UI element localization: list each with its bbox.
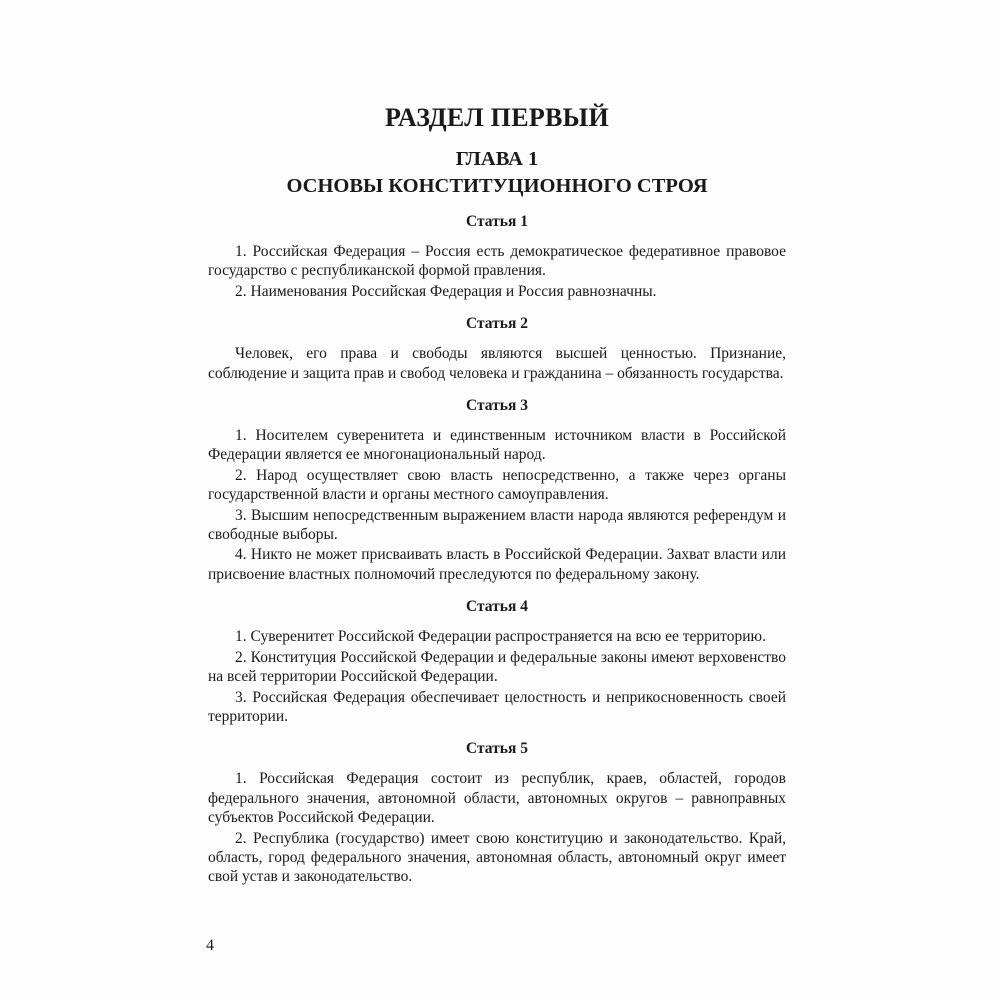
article-paragraph: 1. Российская Федерация – Россия есть демократическое федеративное правовое государство с республиканской формой правления. (208, 243, 786, 280)
page-text-block (208, 102, 786, 888)
article-paragraph: 4. Никто не может присваивать власть в Российской Федерации. Захват власти или присвоение властных полномочий преследуются по федеральному закону. (208, 546, 786, 583)
article-paragraph: 3. Высшим непосредственным выражением власти народа являются референдум и свободные выборы. (208, 506, 786, 544)
section-title: РАЗДЕЛ ПЕРВЫЙ (384, 103, 610, 132)
article-paragraph: 3. Российская Федерация обеспечивает целостность и неприкосновенность своей территории. (208, 688, 786, 725)
page-number: 4 (206, 937, 214, 954)
article-2 (208, 314, 786, 383)
article-title: Статья 5 (466, 740, 528, 758)
article-paragraph: 2. Наименования Российская Федерация и Россия равнозначны. (235, 282, 657, 300)
article-title: Статья 2 (466, 315, 528, 333)
chapter-name: ОСНОВЫ КОНСТИТУЦИОННОГО СТРОЯ (286, 175, 708, 197)
article-3 (208, 396, 786, 584)
article-1 (208, 212, 786, 301)
article-4 (208, 597, 786, 726)
chapter-number: ГЛАВА 1 (455, 148, 539, 170)
article-paragraph: 1. Суверенитет Российской Федерации распространяется на всю ее территорию. (235, 628, 766, 646)
article-title: Статья 4 (466, 598, 528, 616)
article-paragraph: 2. Конституция Российской Федерации и федеральные законы имеют верховенство на всей территории Российской Федерации. (208, 648, 786, 686)
article-paragraph: 1. Носителем суверенитета и единственным источником власти в Российской Федерации является ее многонациональный народ. (208, 427, 786, 464)
article-title: Статья 1 (466, 213, 528, 230)
article-paragraph: Человек, его права и свободы являются высшей ценностью. Признание, соблюдение и защита прав и свобод человека и гражданина – обязанность государства. (208, 345, 786, 382)
article-5 (208, 739, 786, 886)
article-title: Статья 3 (466, 397, 528, 415)
article-paragraph: 2. Республика (государство) имеет свою конституцию и законодательство. Край, область, город федерального значения, автономная область, автономный округ имеет свой устав и законодательство. (208, 829, 786, 886)
article-paragraph: 1. Российская Федерация состоит из республик, краев, областей, городов федерального значения, автономной области, автономных округов – равноправных субъектов Российской Федерации. (208, 770, 786, 827)
article-paragraph: 2. Народ осуществляет свою власть непосредственно, а также через органы государственной власти и органы местного самоуправления. (208, 466, 786, 504)
